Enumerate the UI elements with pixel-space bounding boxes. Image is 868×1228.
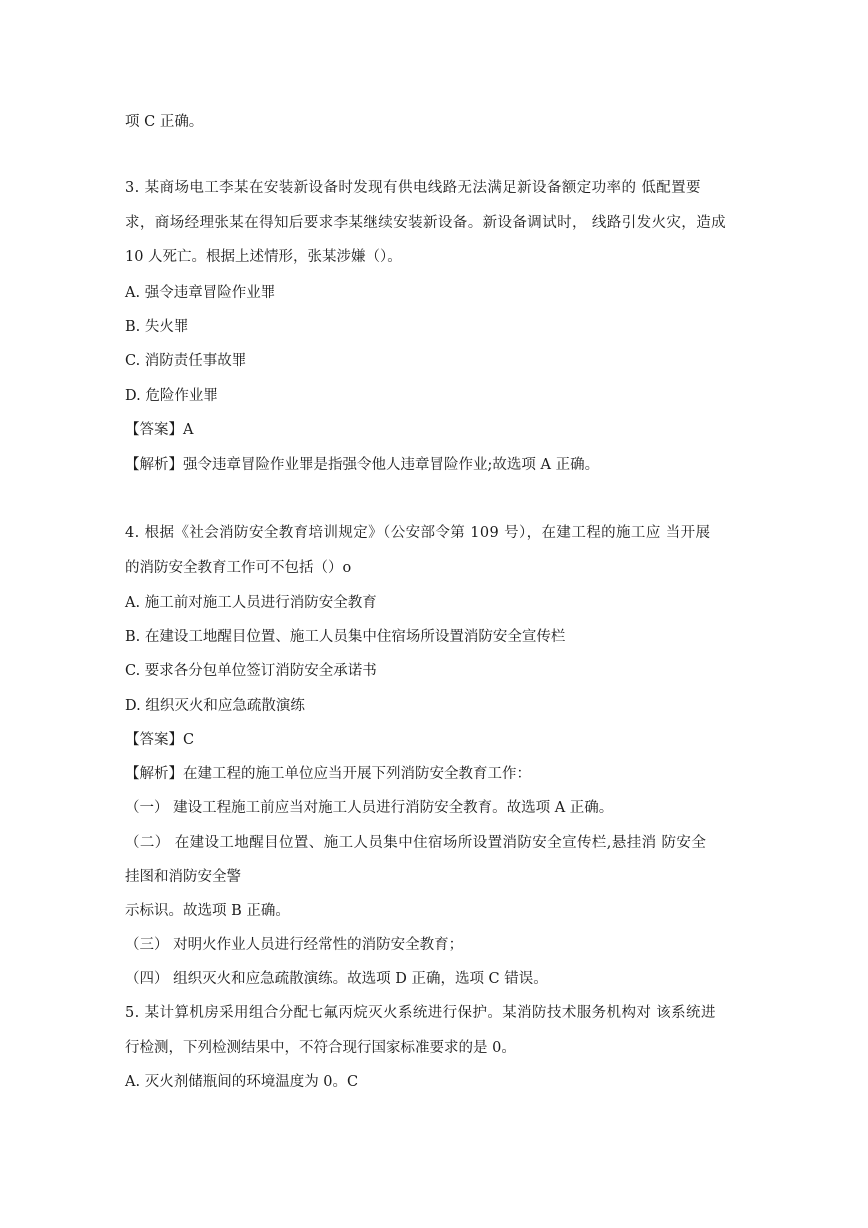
option-a: A. 施工前对施工人员进行消防安全教育 (125, 595, 377, 611)
question-3-stem: 3. 某商场电工李某在安装新设备时发现有供电线路无法满足新设备额定功率的 低配置要 (125, 180, 701, 196)
explanation-item: （一） 建设工程施工前应当对施工人员进行消防安全教育。故选项 A 正确。 (125, 800, 614, 816)
explanation-item: （二） 在建设工地醒目位置、施工人员集中住宿场所设置消防安全宣传栏,悬挂消 防安全 (125, 835, 707, 851)
option-b: B. 失火罪 (125, 319, 189, 335)
question-5-stem: 5. 某计算机房采用组合分配七氟丙烷灭火系统进行保护。某消防技术服务机构对 该系统进 (125, 1005, 716, 1021)
option-c: C. 消防责任事故罪 (125, 353, 247, 369)
answer: 【答案】A (125, 422, 194, 438)
question-5-stem: 行检测，下列检测结果中，不符合现行国家标准要求的是 0。 (125, 1040, 516, 1056)
option-a: A. 强令违章冒险作业罪 (125, 285, 276, 301)
option-a: A. 灭火剂储瓶间的环境温度为 0。C (125, 1074, 359, 1090)
explanation-item: 示标识。故选项 B 正确。 (125, 903, 290, 919)
question-3-stem: 10 人死亡。根据上述情形，张某涉嫌（）。 (125, 249, 402, 265)
option-d: D. 组织灭火和应急疏散演练 (125, 698, 305, 714)
question-4-stem: 4. 根据《社会消防安全教育培训规定》（公安部令第 109 号），在建工程的施工应 当开展 (125, 525, 711, 541)
option-c: C. 要求各分包单位签订消防安全承诺书 (125, 663, 377, 679)
question-3-stem: 求，商场经理张某在得知后要求李某继续安装新设备。新设备调试时， 线路引发火灾，造成 (125, 215, 727, 231)
question-4-stem: 的消防安全教育工作可不包括（）o (125, 560, 352, 576)
explanation-item: （三） 对明火作业人员进行经常性的消防安全教育； (125, 937, 464, 953)
explanation: 【解析】强令违章冒险作业罪是指强令他人违章冒险作业;故选项 A 正确。 (125, 457, 600, 473)
explanation-item: （四） 组织灭火和应急疏散演练。故选项 D 正确，选项 C 错误。 (125, 971, 548, 987)
text-line: 项 C 正确。 (125, 114, 204, 130)
option-d: D. 危险作业罪 (125, 388, 218, 404)
explanation: 【解析】在建工程的施工单位应当开展下列消防安全教育工作： (125, 766, 531, 782)
explanation-item: 挂图和消防安全警 (125, 869, 241, 885)
option-b: B. 在建设工地醒目位置、施工人员集中住宿场所设置消防安全宣传栏 (125, 629, 566, 645)
answer: 【答案】C (125, 732, 195, 748)
